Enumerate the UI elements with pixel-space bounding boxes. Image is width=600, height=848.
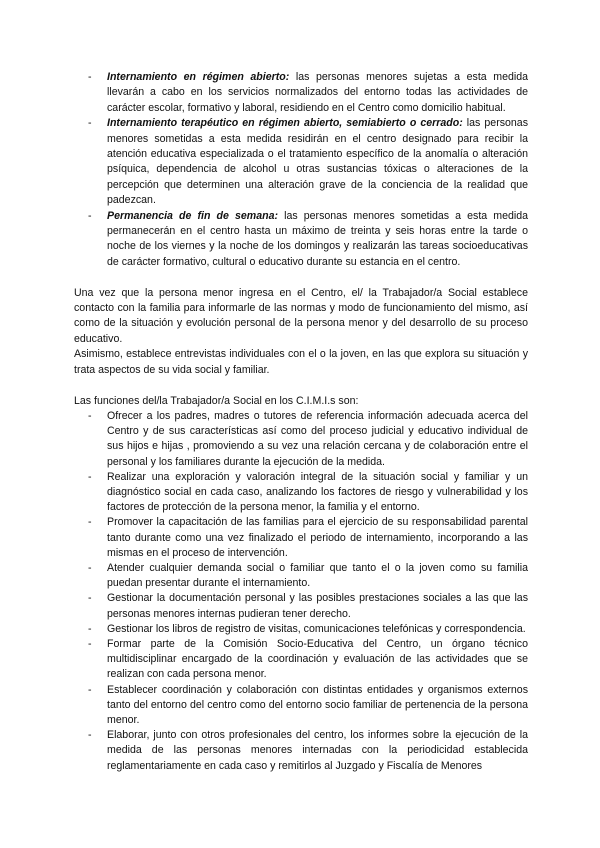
list-bullet: - (88, 561, 92, 574)
item-text: Elaborar, junto con otros profesionales del centro, los informes sobre la ejecución de la medida de las personas menores internadas con la periodicidad establecida reglamentariamente en cada caso y remitirlos al Juzgado y Fiscalía de Menores (107, 729, 528, 772)
measures-list (74, 70, 528, 270)
list-item (74, 470, 528, 516)
list-bullet: - (88, 117, 92, 130)
list-bullet: - (88, 592, 92, 605)
list-item (74, 637, 528, 683)
paragraph-contact-family: Una vez que la persona menor ingresa en el Centro, el/ la Trabajador/a Social establece contacto con la familia para informarle de las normas y modo de funcionamiento del mismo, así como de la situación y evolución personal de la persona menor y del desarrollo de su proceso educativo. (74, 286, 528, 345)
item-text: las personas menores sujetas a esta medida llevarán a cabo en los servicios normalizados del entorno todas las actividades de carácter escolar, formativo y laboral, residiendo en el Centro como domicilio habitual. (107, 71, 529, 114)
item-text: las personas menores sometidas a esta medida residirán en el centro designado para recibir la atención educativa especializada o el tratamiento específico de la anomalía o alteración psíquica, dependencia de alcohol u otras sustancias tóxicas o alteraciones de la percepción que determinen una alteración grave de la conciencia de la realidad que padezcan. (107, 117, 528, 207)
list-bullet: - (88, 622, 92, 635)
list-bullet: - (88, 209, 92, 222)
list-item (74, 622, 528, 637)
list-item (74, 683, 528, 729)
list-item (74, 409, 528, 470)
item-text: Gestionar la documentación personal y las posibles prestaciones sociales a las que las personas menores internas pudieran tener derecho. (107, 592, 528, 620)
item-text: Promover la capacitación de las familias para el ejercicio de su responsabilidad parental tanto durante como una vez finalizado el periodo de internamiento, incorporando a las mismas en el proceso de intervención. (107, 516, 528, 559)
list-bullet: - (88, 470, 92, 483)
paragraph-interviews: Asimismo, establece entrevistas individuales con el o la joven, en las que explora su situación y trata aspectos de su vida social y familiar. (74, 348, 528, 376)
list-item (74, 728, 528, 774)
document-body (74, 70, 528, 774)
item-text: las personas menores sometidas a esta medida permanecerán en el centro hasta un máximo de treinta y seis horas entre la tarde o noche de los viernes y la noche de los domingos y realizarán las tareas socioeducativas de carácter formativo, cultural o educativo durante su estancia en el centro. (107, 209, 528, 268)
list-bullet: - (88, 637, 92, 650)
item-heading: Internamiento en régimen abierto: (107, 71, 290, 83)
list-bullet: - (88, 683, 92, 696)
item-text: Realizar una exploración y valoración integral de la situación social y familiar y un diagnóstico social en cada caso, analizando los factores de riesgo y vulnerabilidad y los factores de protección de la persona menor, la familia y el entorno. (107, 470, 528, 514)
item-heading: Internamiento terapéutico en régimen abierto, semiabierto o cerrado: (107, 117, 463, 130)
item-text: Formar parte de la Comisión Socio-Educativa del Centro, un órgano técnico multidisciplinar encargado de la coordinación y evaluación de las actividades que se realizan con cada persona menor. (107, 637, 528, 681)
list-item (74, 561, 528, 591)
item-text: Gestionar los libros de registro de visitas, comunicaciones telefónicas y correspondencia. (107, 622, 526, 635)
list-bullet: - (88, 516, 92, 529)
functions-list (74, 409, 528, 774)
item-text: Atender cualquier demanda social o familiar que tanto el o la joven como su familia puedan presentar durante el internamiento. (107, 561, 528, 590)
list-bullet: - (88, 409, 92, 422)
list-item (74, 591, 528, 621)
list-bullet: - (88, 729, 92, 742)
item-text: Establecer coordinación y colaboración con distintas entidades y organismos externos tanto del entorno del centro como del entorno socio familiar de pertenencia de la persona menor. (107, 683, 528, 726)
list-bullet: - (88, 71, 92, 83)
list-item (74, 515, 528, 561)
paragraph-functions-intro: Las funciones del/la Trabajador/a Social en los C.I.M.I.s son: (74, 394, 359, 407)
item-text: Ofrecer a los padres, madres o tutores de referencia información adecuada acerca del Centro y de sus características así como del proceso judicial y educativo individual de sus hijos e hijas , promoviendo a su vez una relación cercana y de colaboración entre el personal y los familiares durante la ejecución de la medida. (107, 409, 528, 468)
item-heading: Permanencia de fin de semana: (107, 209, 279, 222)
list-item (74, 209, 528, 271)
list-item (74, 70, 528, 116)
list-item (74, 116, 528, 208)
